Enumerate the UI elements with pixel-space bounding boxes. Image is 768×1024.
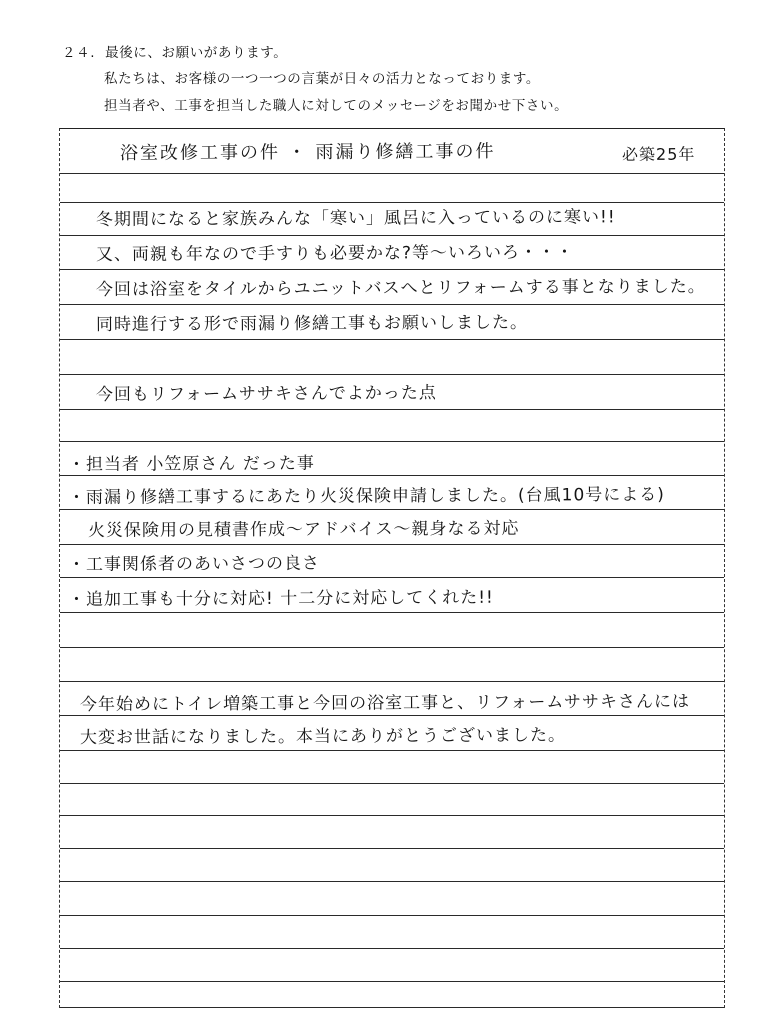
ruled-line (60, 612, 724, 613)
ruled-line (60, 441, 724, 442)
handwritten-line: 冬期間になると家族みんな「寒い」風呂に入っているのに寒い!! (95, 207, 616, 230)
ruled-line (60, 409, 724, 410)
ruled-line (60, 173, 724, 174)
handwritten-line: 又、両親も年なので手すりも必要かな?等〜いろいろ・・・ (95, 242, 575, 265)
ruled-line (60, 304, 724, 305)
ruled-line (60, 750, 724, 751)
question-title: 最後に、お願いがあります。 (105, 45, 288, 61)
ruled-line (60, 235, 724, 236)
lined-answer-sheet (59, 128, 725, 1008)
ruled-line (60, 269, 724, 270)
ruled-line (60, 544, 724, 545)
ruled-line (60, 1007, 724, 1008)
ruled-line (60, 577, 724, 578)
question-title-line (62, 45, 287, 61)
header-text-line-2: 私たちは、お客様の一つ一つの言葉が日々の活力となっております。 (104, 71, 541, 87)
ruled-line (60, 509, 724, 510)
ruled-line (60, 681, 724, 682)
handwritten-signature: 必築25年 (621, 144, 696, 164)
header-text-line-3: 担当者や、工事を担当した職人に対してのメッセージをお聞かせ下さい。 (104, 98, 569, 114)
handwritten-line: ・雨漏り修繕工事するにあたり火災保険申請しました。(台風10号による) (67, 484, 665, 508)
handwritten-line: 今回もリフォームササキさんでよかった点 (95, 383, 437, 405)
handwritten-title: 浴室改修工事の件 ・ 雨漏り修繕工事の件 (119, 141, 496, 164)
handwritten-line: 同時進行する形で雨漏り修繕工事もお願いしました。 (95, 312, 529, 335)
handwritten-line: ・追加工事も十分に対応! 十二分に対応してくれた!! (67, 587, 494, 610)
ruled-line (60, 848, 724, 849)
ruled-line (60, 374, 724, 375)
handwritten-line: ・工事関係者のあいさつの良さ (67, 553, 321, 575)
ruled-line (60, 881, 724, 882)
handwritten-line: 火災保険用の見積書作成〜アドバイス〜親身なる対応 (87, 518, 520, 541)
ruled-line (60, 981, 724, 982)
handwritten-line: 大変お世話になりました。本当にありがとうございました。 (79, 725, 567, 748)
handwritten-line: 今年始めにトイレ増築工事と今回の浴室工事と、リフォームササキさんには (79, 691, 691, 715)
ruled-line (60, 815, 724, 816)
handwritten-line: ・担当者 小笠原さん だった事 (67, 453, 315, 475)
handwritten-line: 今回は浴室をタイルからユニットバスへとリフォームする事となりました。 (95, 276, 706, 300)
question-number: ２４. (62, 45, 96, 61)
ruled-line (60, 783, 724, 784)
ruled-line (60, 339, 724, 340)
ruled-line (60, 202, 724, 203)
ruled-line (60, 647, 724, 648)
ruled-line (60, 948, 724, 949)
ruled-line (60, 915, 724, 916)
